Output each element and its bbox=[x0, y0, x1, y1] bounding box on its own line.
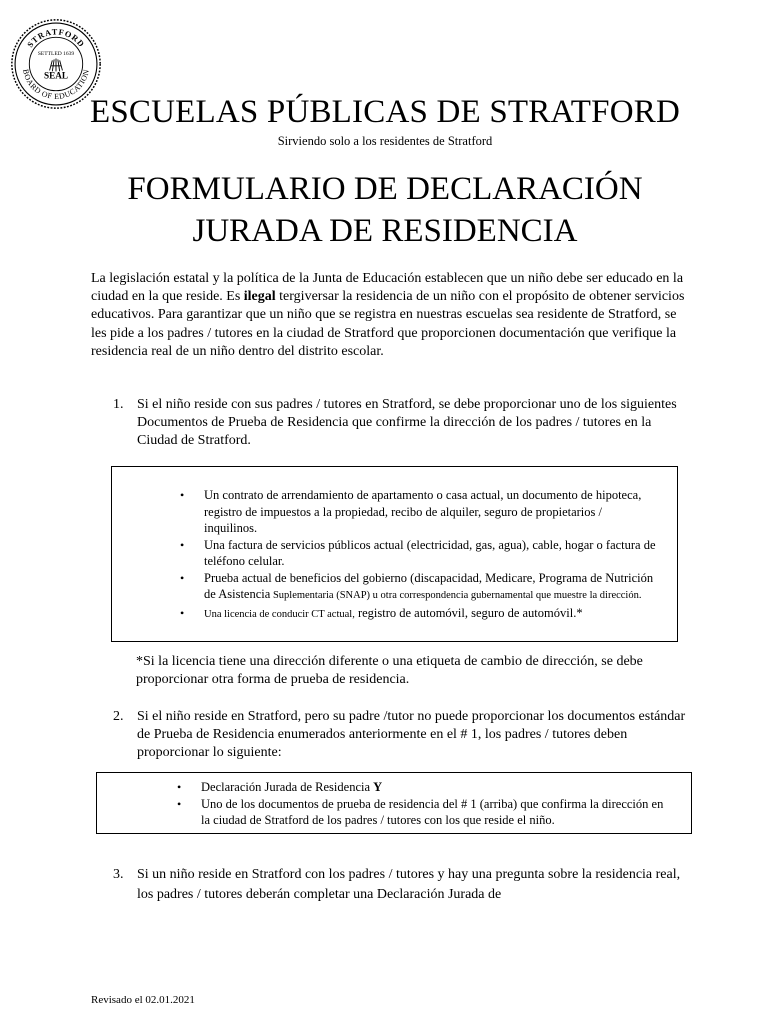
list-item-3 bbox=[113, 865, 693, 905]
form-title-line-1: FORMULARIO DE DECLARACIÓN bbox=[127, 171, 643, 207]
intro-paragraph bbox=[91, 270, 691, 361]
item-2-text: Si el niño reside en Stratford, pero su padre /tutor no puede proporcionar los documentos estándar de Prueba de Residencia enumerados anteriormente en el # 1, los padres / tutores deben proporcionar lo siguiente: bbox=[137, 709, 686, 760]
form-title-line-2: JURADA DE RESIDENCIA bbox=[192, 213, 578, 249]
list-item: • Una licencia de conducir CT actual, registro de automóvil, seguro de automóvil.* bbox=[180, 605, 583, 620]
bullet-icon: • bbox=[177, 780, 182, 794]
school-district-title: ESCUELAS PÚBLICAS DE STRATFORD bbox=[89, 94, 680, 130]
list-item: • Prueba actual de beneficios del gobierno (discapacidad, Medicare, Programa de Nutrición de Asistencia Suplementaria (SNAP) u otra correspondencia gubernamental que muestre la dirección. bbox=[180, 570, 654, 601]
intro-bold-word: ilegal bbox=[243, 289, 276, 305]
subtitle: Sirviendo solo a los residentes de Stratford bbox=[277, 134, 493, 148]
item-1-number: 1. bbox=[113, 397, 124, 412]
item-2-number: 2. bbox=[113, 709, 124, 724]
bullet-icon: • bbox=[177, 796, 182, 811]
bullet-icon: • bbox=[180, 570, 185, 585]
list-item-2 bbox=[113, 708, 693, 762]
list-item: • Declaración Jurada de Residencia Y bbox=[177, 780, 383, 794]
revision-date: Revisado el 02.01.2021 bbox=[91, 994, 195, 1006]
item-3-text: Si un niño reside en Stratford con los padres / tutores y hay una pregunta sobre la residencia real, los padres / tutores deberán completar una Declaración Jurada de bbox=[137, 867, 681, 902]
list-item: • Uno de los documentos de prueba de residencia del # 1 (arriba) que confirma la dirección en la ciudad de Stratford de los padres / tutores con los que reside el niño. bbox=[177, 796, 664, 827]
bullet-icon: • bbox=[180, 605, 185, 620]
seal-top-text: STRATFORD bbox=[25, 27, 87, 50]
intro-part-2: tergiversar la residencia de un niño con el propósito de obtener servicios educativos. Para garantizar que un niño que se registra en nuestras escuelas sea residente de Stratford, se les pide a los padres / tutores en la ciudad de Stratford que proporcionen documentación que verifique la residencia real de un niño dentro del distrito escolar. bbox=[91, 289, 685, 359]
seal-bottom-text: EDUCATION bbox=[54, 68, 91, 102]
seal-left-text: BOARD OF bbox=[21, 68, 54, 101]
bullet-icon: • bbox=[180, 537, 185, 552]
item-1-text: Si el niño reside con sus padres / tutores en Stratford, se debe proporcionar uno de los siguientes Documentos de Prueba de Residencia que confirme la dirección de los padres / tutores en la Ciudad de Stratford. bbox=[137, 397, 677, 448]
form-title bbox=[0, 168, 770, 252]
list-item-1 bbox=[113, 396, 693, 450]
intro-part-1: La legislación estatal y la política de la Junta de Educación establecen que un niño debe ser educado en la ciudad en la que reside. Es bbox=[91, 271, 684, 305]
list-item: • Una factura de servicios públicos actual (electricidad, gas, agua), cable, hogar o factura de teléfono celular. bbox=[180, 537, 656, 568]
license-note: *Si la licencia tiene una dirección diferente o una etiqueta de cambio de dirección, se debe proporcionar otra forma de prueba de residencia. bbox=[136, 654, 643, 687]
svg-text:STRATFORD bbox=[26, 27, 87, 49]
bullet-icon: • bbox=[180, 488, 185, 502]
seal-center-text: SEAL bbox=[43, 70, 69, 81]
seal-year-text: SETTLED 1639 bbox=[37, 50, 75, 57]
list-item: • Un contrato de arrendamiento de apartamento o casa actual, un documento de hipoteca, registro de impuestos a la propiedad, recibo de alquiler, seguro de propietarios / inquilinos. bbox=[180, 488, 642, 535]
affidavit-requirements-box bbox=[96, 772, 692, 834]
wheat-sheaf-icon bbox=[50, 58, 63, 71]
proof-documents-box bbox=[111, 466, 678, 642]
item-3-number: 3. bbox=[113, 867, 124, 882]
